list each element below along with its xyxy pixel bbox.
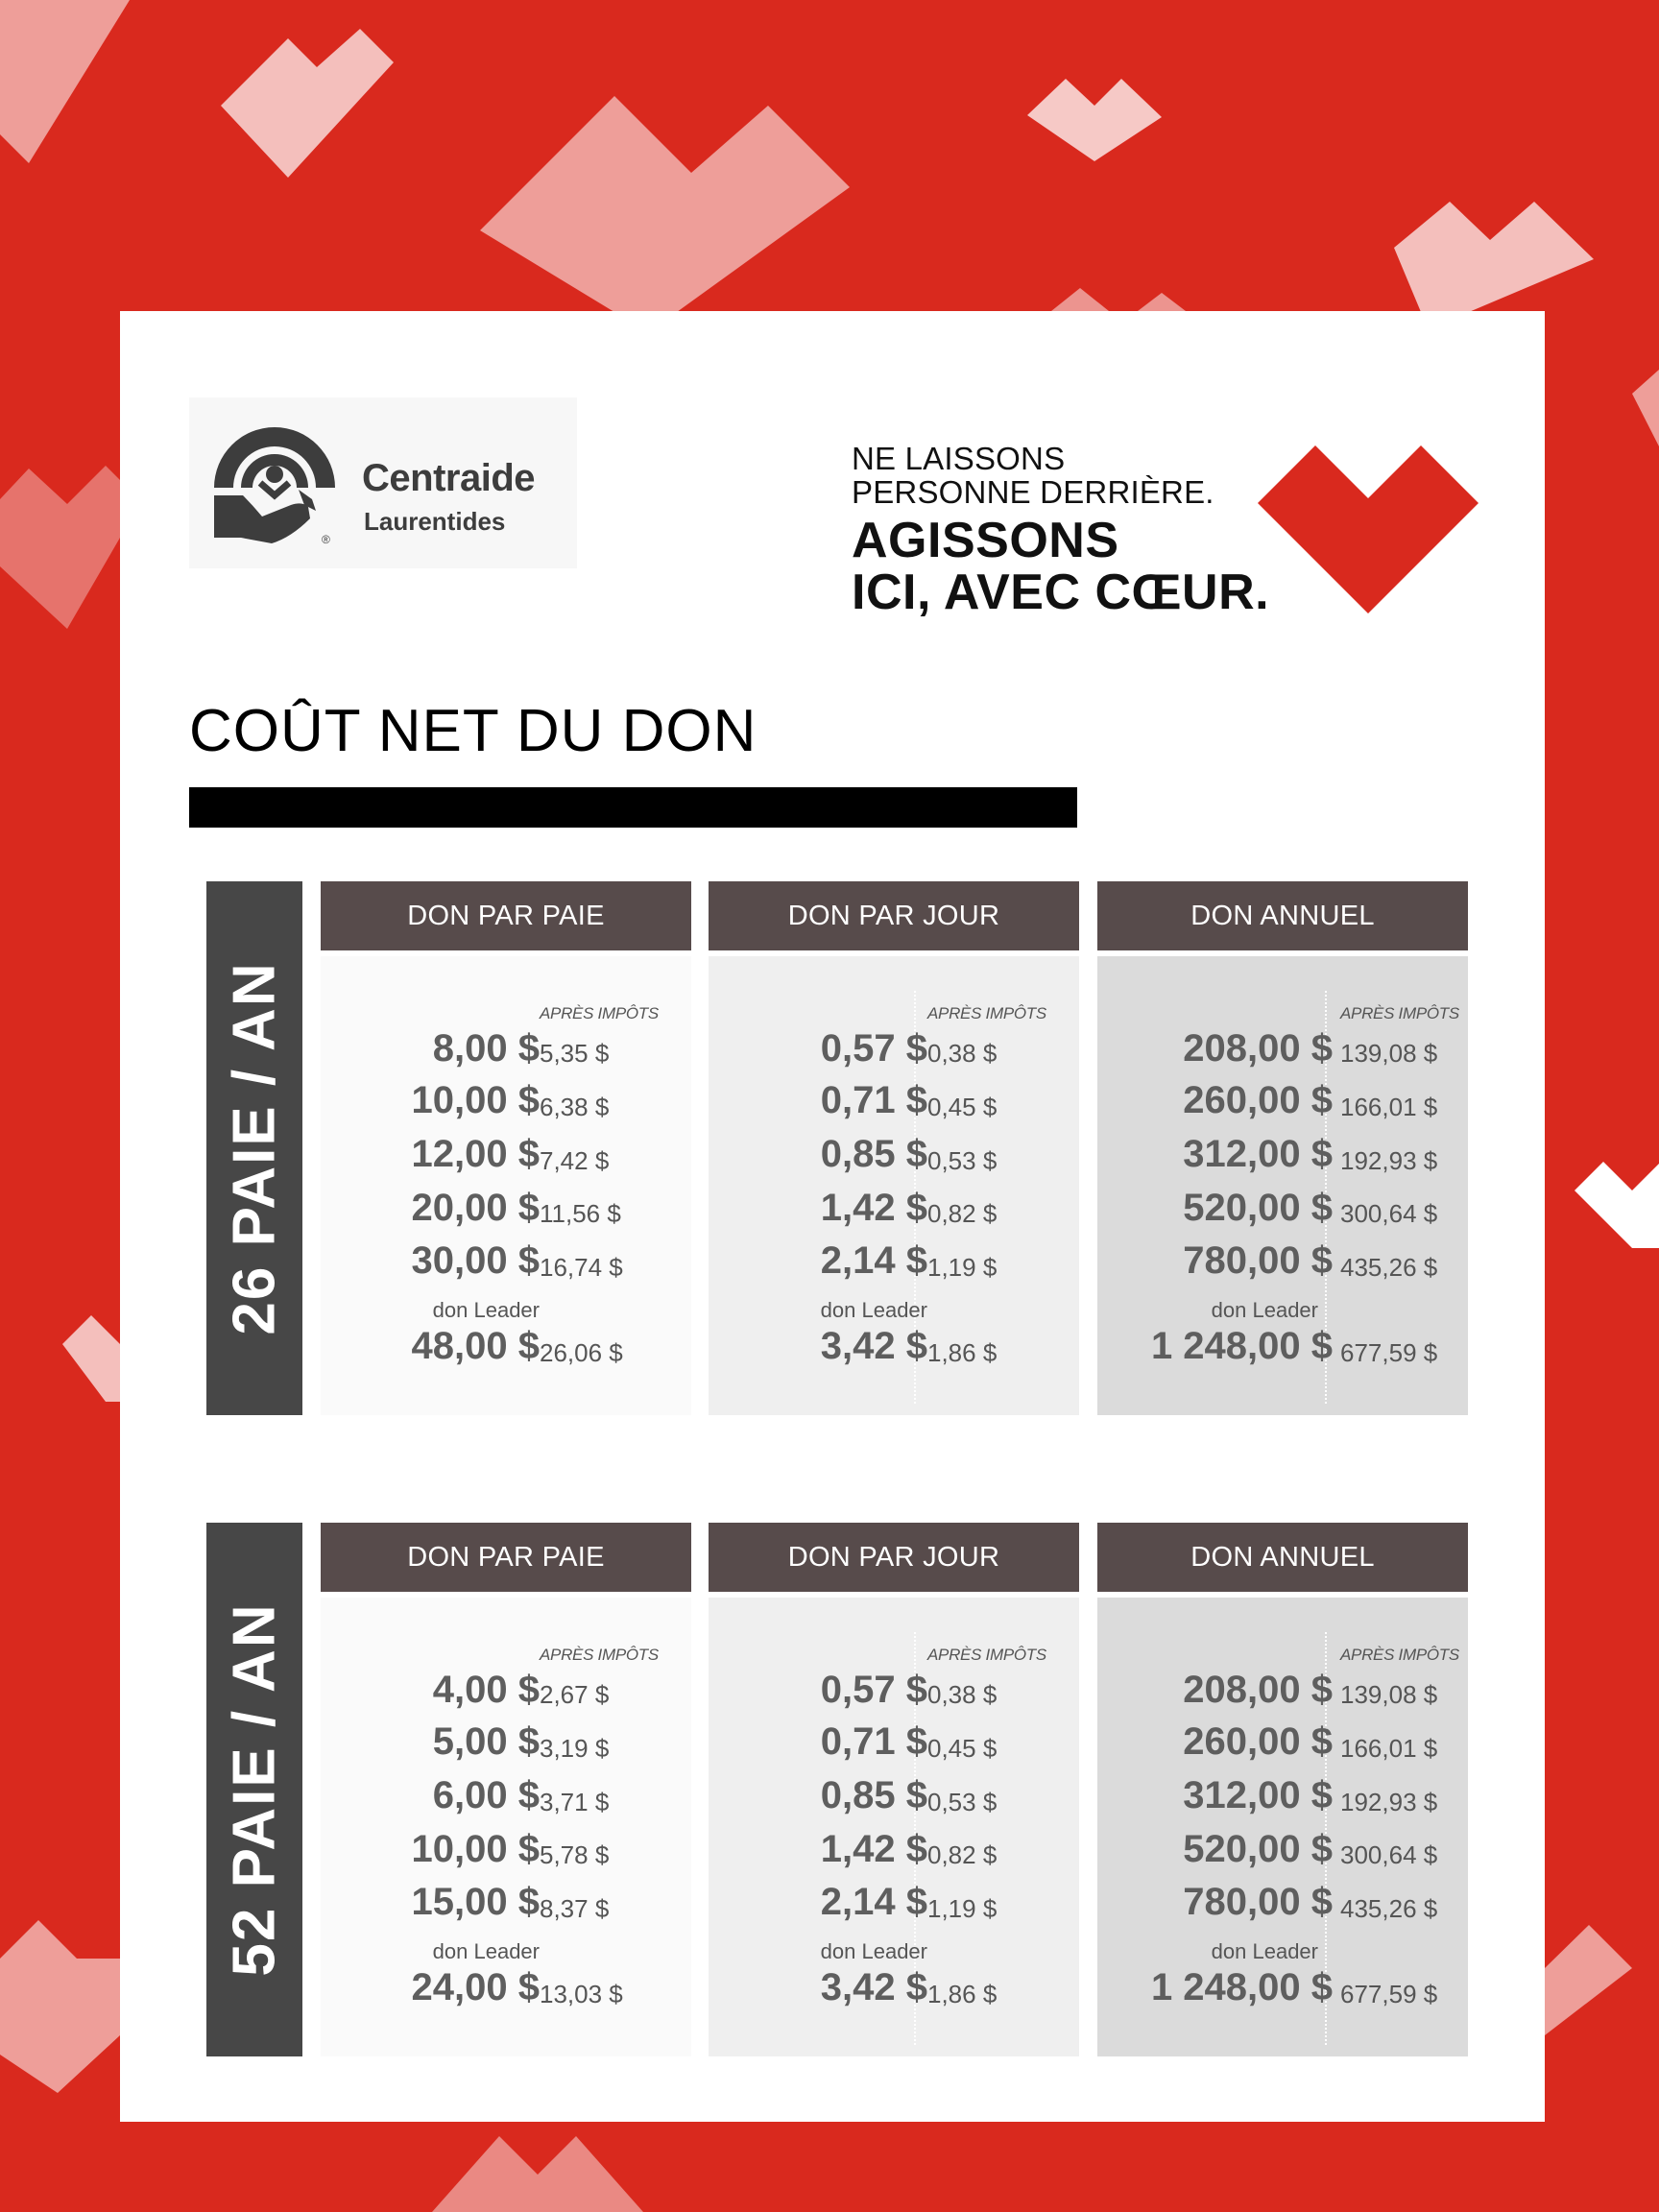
- column-body: [1097, 956, 1468, 1415]
- net-amount: 300,64 $: [1340, 1199, 1438, 1228]
- amount: 24,00 $: [411, 1966, 540, 2008]
- amount: 0,71 $: [820, 1079, 927, 1121]
- amount: 12,00 $: [411, 1133, 540, 1175]
- amount: 520,00 $: [1183, 1187, 1333, 1229]
- amount: 1 248,00 $: [1150, 1325, 1333, 1367]
- section-label: [206, 881, 302, 1415]
- net-amount: 5,78 $: [540, 1840, 610, 1869]
- leader-label: don Leader: [1211, 1298, 1318, 1322]
- logo-region: Laurentides: [364, 507, 506, 536]
- amount: 520,00 $: [1183, 1828, 1333, 1870]
- net-amount: 0,38 $: [927, 1039, 998, 1068]
- after-tax-label: APRÈS IMPÔTS: [1340, 1004, 1459, 1022]
- column-header: DON ANNUEL: [1097, 1523, 1468, 1592]
- column-header: DON PAR JOUR: [709, 1523, 1079, 1592]
- amount: 1,42 $: [820, 1187, 927, 1229]
- amount: 1,42 $: [820, 1828, 927, 1870]
- amount: 5,00 $: [432, 1720, 540, 1763]
- helping-hand-icon: [203, 411, 347, 555]
- slogan: [852, 442, 1269, 618]
- net-amount: 139,08 $: [1340, 1680, 1438, 1709]
- net-amount: 0,82 $: [927, 1840, 998, 1869]
- after-tax-label: APRÈS IMPÔTS: [540, 1646, 659, 1664]
- amount: 6,00 $: [432, 1774, 540, 1816]
- slogan-line-2: PERSONNE DERRIÈRE.: [852, 474, 1214, 510]
- amount: 0,85 $: [820, 1774, 927, 1816]
- net-amount: 0,45 $: [927, 1093, 998, 1121]
- amount: 3,42 $: [820, 1966, 927, 2008]
- title-underline-bar: [189, 787, 1077, 828]
- net-amount: 300,64 $: [1340, 1840, 1438, 1869]
- amount: 260,00 $: [1183, 1079, 1333, 1121]
- column-body: [321, 1598, 691, 2056]
- net-amount: 1,86 $: [927, 1338, 998, 1367]
- net-amount: 3,19 $: [540, 1734, 610, 1763]
- net-amount: 13,03 $: [540, 1980, 623, 2008]
- column-annual: [1097, 881, 1468, 1415]
- net-amount: 5,35 $: [540, 1039, 610, 1068]
- logo-name: Centraide: [362, 457, 535, 499]
- after-tax-label: APRÈS IMPÔTS: [540, 1004, 659, 1022]
- net-amount: 2,67 $: [540, 1680, 610, 1709]
- amount: 0,71 $: [820, 1720, 927, 1763]
- amount: 48,00 $: [411, 1325, 540, 1367]
- heart-icon: [1258, 436, 1479, 613]
- amount: 208,00 $: [1183, 1669, 1333, 1711]
- amount: 312,00 $: [1183, 1774, 1333, 1816]
- net-amount: 192,93 $: [1340, 1146, 1438, 1175]
- column-header: DON PAR PAIE: [321, 1523, 691, 1592]
- column-annual: [1097, 1523, 1468, 2056]
- net-amount: 16,74 $: [540, 1253, 623, 1282]
- amount: 260,00 $: [1183, 1720, 1333, 1763]
- column-per-day: [709, 881, 1079, 1415]
- net-amount: 192,93 $: [1340, 1788, 1438, 1816]
- amount: 208,00 $: [1183, 1027, 1333, 1070]
- page-title: COÛT NET DU DON: [189, 698, 757, 764]
- net-amount: 0,53 $: [927, 1146, 998, 1175]
- net-amount: 1,19 $: [927, 1894, 998, 1923]
- net-amount: 6,38 $: [540, 1093, 610, 1121]
- section-label: [206, 1523, 302, 2056]
- content-card: [120, 311, 1545, 2122]
- column-body: [709, 1598, 1079, 2056]
- amount: 1 248,00 $: [1150, 1966, 1333, 2008]
- leader-label: don Leader: [432, 1298, 540, 1322]
- slogan-line-4: ICI, AVEC CŒUR.: [852, 565, 1270, 620]
- net-amount: 1,19 $: [927, 1253, 998, 1282]
- net-amount: 0,45 $: [927, 1734, 998, 1763]
- column-body: [709, 956, 1079, 1415]
- column-header: DON PAR PAIE: [321, 881, 691, 950]
- column-body: [1097, 1598, 1468, 2056]
- after-tax-label: APRÈS IMPÔTS: [927, 1646, 1046, 1664]
- net-amount: 139,08 $: [1340, 1039, 1438, 1068]
- net-amount: 26,06 $: [540, 1338, 623, 1367]
- leader-label: don Leader: [1211, 1939, 1318, 1963]
- column-header: DON PAR JOUR: [709, 881, 1079, 950]
- column-body: [321, 956, 691, 1415]
- leader-label: don Leader: [432, 1939, 540, 1963]
- amount: 3,42 $: [820, 1325, 927, 1367]
- after-tax-label: APRÈS IMPÔTS: [927, 1004, 1046, 1022]
- amount: 2,14 $: [820, 1239, 927, 1282]
- amount: 0,57 $: [820, 1669, 927, 1711]
- amount: 2,14 $: [820, 1881, 927, 1923]
- net-amount: 435,26 $: [1340, 1894, 1438, 1923]
- net-amount: 166,01 $: [1340, 1734, 1438, 1763]
- amount: 0,57 $: [820, 1027, 927, 1070]
- section-label-text: 26 PAIE / AN: [221, 961, 288, 1335]
- section-52-pays: [206, 1523, 1470, 2060]
- slogan-line-1: NE LAISSONS: [852, 441, 1066, 476]
- leader-label: don Leader: [820, 1298, 927, 1322]
- net-amount: 7,42 $: [540, 1146, 610, 1175]
- svg-text:®: ®: [322, 533, 330, 546]
- net-amount: 8,37 $: [540, 1894, 610, 1923]
- amount: 8,00 $: [432, 1027, 540, 1070]
- net-amount: 1,86 $: [927, 1980, 998, 2008]
- amount: 4,00 $: [432, 1669, 540, 1711]
- amount: 780,00 $: [1183, 1881, 1333, 1923]
- net-amount: 11,56 $: [540, 1199, 621, 1228]
- amount: 30,00 $: [411, 1239, 540, 1282]
- section-26-pays: [206, 881, 1470, 1419]
- net-amount: 0,82 $: [927, 1199, 998, 1228]
- section-label-text: 52 PAIE / AN: [221, 1602, 288, 1977]
- leader-label: don Leader: [820, 1939, 927, 1963]
- net-amount: 677,59 $: [1340, 1980, 1438, 2008]
- net-amount: 435,26 $: [1340, 1253, 1438, 1282]
- net-amount: 677,59 $: [1340, 1338, 1438, 1367]
- centraide-logo: [189, 397, 577, 568]
- net-amount: 3,71 $: [540, 1788, 610, 1816]
- column-per-pay: [321, 1523, 691, 2056]
- amount: 10,00 $: [411, 1828, 540, 1870]
- column-per-day: [709, 1523, 1079, 2056]
- column-per-pay: [321, 881, 691, 1415]
- amount: 0,85 $: [820, 1133, 927, 1175]
- slogan-line-3: AGISSONS: [852, 513, 1119, 568]
- net-amount: 166,01 $: [1340, 1093, 1438, 1121]
- amount: 10,00 $: [411, 1079, 540, 1121]
- amount: 312,00 $: [1183, 1133, 1333, 1175]
- amount: 780,00 $: [1183, 1239, 1333, 1282]
- amount: 20,00 $: [411, 1187, 540, 1229]
- after-tax-label: APRÈS IMPÔTS: [1340, 1646, 1459, 1664]
- net-amount: 0,53 $: [927, 1788, 998, 1816]
- amount: 15,00 $: [411, 1881, 540, 1923]
- net-amount: 0,38 $: [927, 1680, 998, 1709]
- column-header: DON ANNUEL: [1097, 881, 1468, 950]
